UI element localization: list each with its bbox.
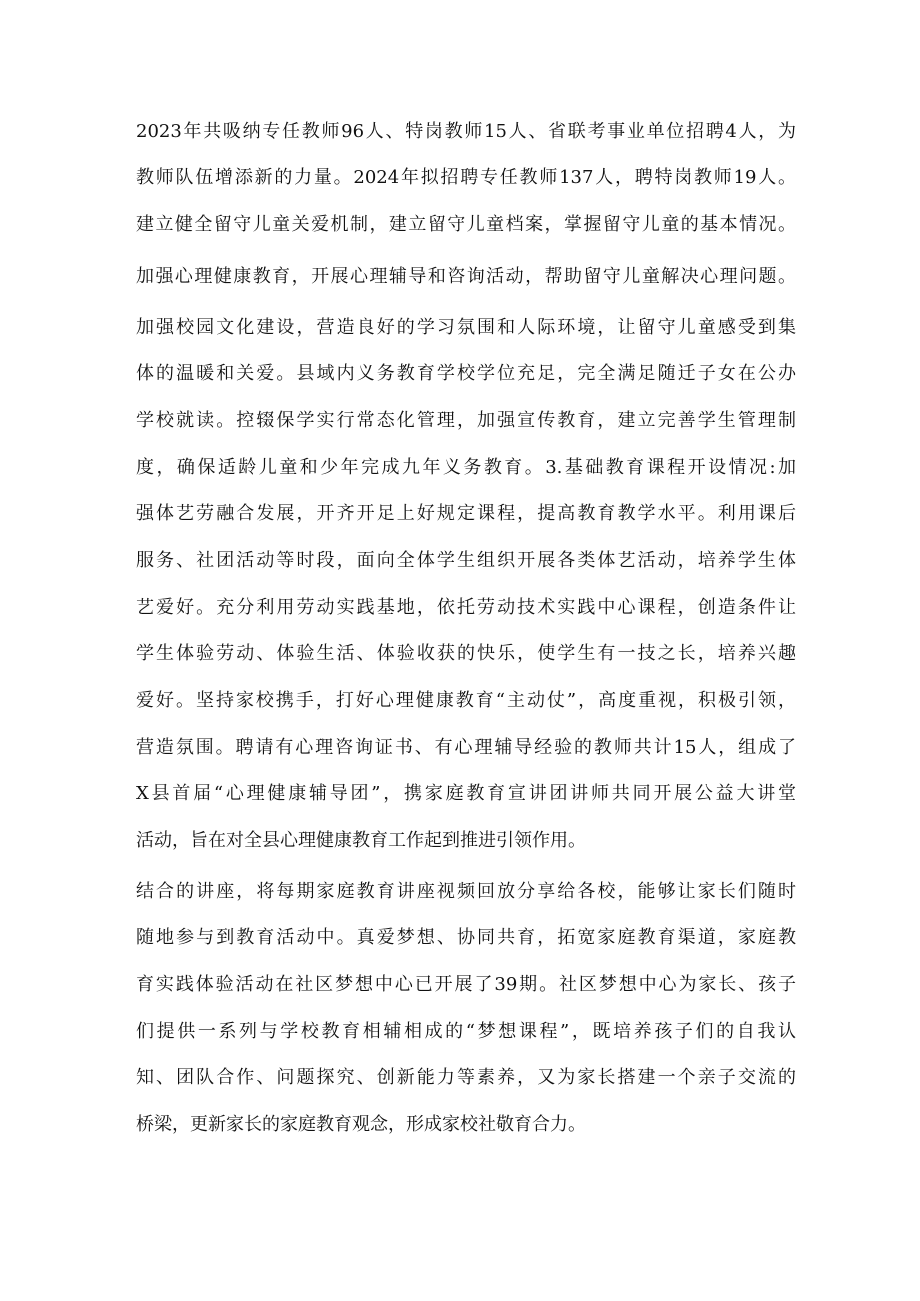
text-line: 艺爱好。充分利用劳动实践基地，依托劳动技术实践中心课程，创造条件让 (136, 597, 796, 618)
text-line: 活动，旨在对全县心理健康教育工作起到推进引领作用。 (136, 830, 586, 851)
text-line: 建立健全留守儿童关爱机制，建立留守儿童档案，掌握留守儿童的基本情况。 (136, 214, 796, 235)
text-line: 学校就读。控辍保学实行常态化管理，加强宣传教育，建立完善学生管理制 (136, 410, 796, 431)
text-line: X县首届“心理健康辅导团”，携家庭教育宣讲团讲师共同开展公益大讲堂 (136, 783, 796, 804)
text-line: 爱好。坚持家校携手，打好心理健康教育“主动仗”，高度重视，积极引领， (136, 690, 796, 711)
text-line: 学生体验劳动、体验生活、体验收获的快乐，使学生有一技之长，培养兴趣 (136, 643, 796, 664)
text-line: 体的温暖和关爱。县域内义务教育学校学位充足，完全满足随迁子女在公办 (136, 363, 796, 384)
text-line: 教师队伍增添新的力量。2024年拟招聘专任教师137人，聘特岗教师19人。 (136, 167, 796, 188)
text-line: 度，确保适龄儿童和少年完成九年义务教育。3.基础教育课程开设情况:加 (136, 457, 796, 478)
text-line: 结合的讲座，将每期家庭教育讲座视频回放分享给各校，能够让家长们随时 (136, 881, 796, 902)
text-line: 育实践体验活动在社区梦想中心已开展了39期。社区梦想中心为家长、孩子 (136, 974, 796, 995)
text-line: 知、团队合作、问题探究、创新能力等素养，又为家长搭建一个亲子交流的 (136, 1067, 796, 1088)
text-line: 营造氛围。聘请有心理咨询证书、有心理辅导经验的教师共计15人，组成了 (136, 737, 796, 758)
text-line: 随地参与到教育活动中。真爱梦想、协同共育，拓宽家庭教育渠道，家庭教 (136, 927, 796, 948)
text-line: 强体艺劳融合发展，开齐开足上好规定课程，提高教育教学水平。利用课后 (136, 503, 796, 524)
text-line: 加强心理健康教育，开展心理辅导和咨询活动，帮助留守儿童解决心理问题。 (136, 266, 796, 287)
text-line: 2023年共吸纳专任教师96人、特岗教师15人、省联考事业单位招聘4人，为 (136, 121, 796, 142)
text-line: 桥梁，更新家长的家庭教育观念，形成家校社敬育合力。 (136, 1114, 586, 1135)
text-line: 们提供一系列与学校教育相辅相成的“梦想课程”，既培养孩子们的自我认 (136, 1021, 796, 1042)
text-line: 加强校园文化建设，营造良好的学习氛围和人际环境，让留守儿童感受到集 (136, 317, 796, 338)
text-line: 服务、社团活动等时段，面向全体学生组织开展各类体艺活动，培养学生体 (136, 550, 796, 571)
